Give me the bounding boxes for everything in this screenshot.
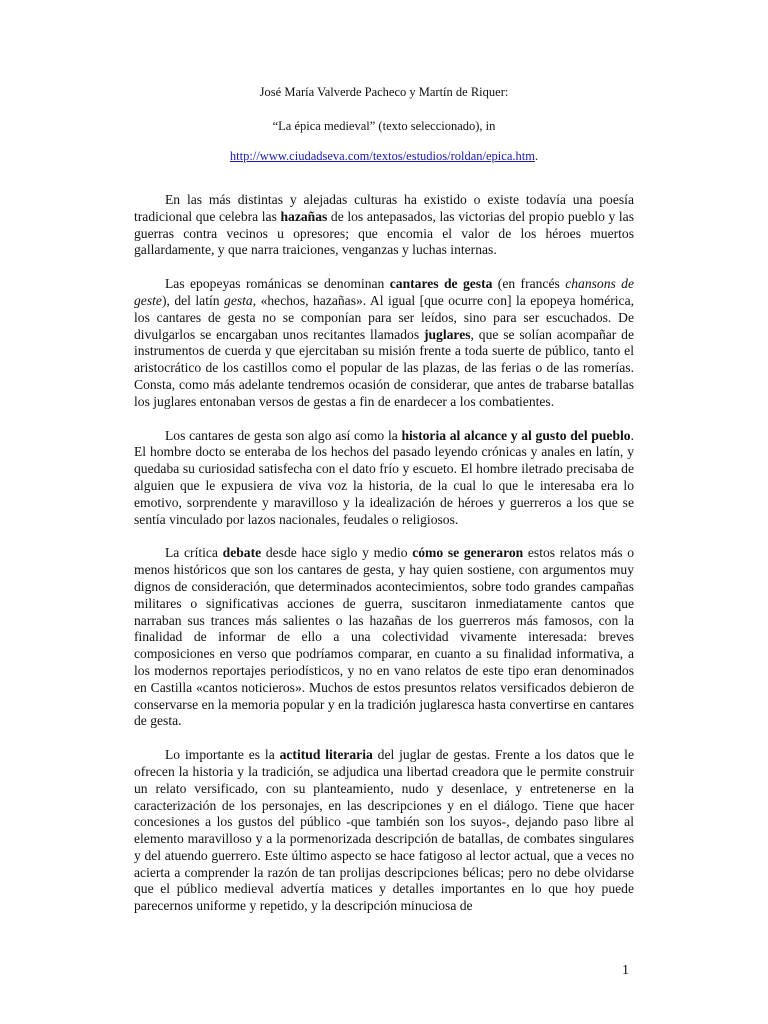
text-run: (en francés bbox=[492, 276, 566, 292]
italic-term: gesta bbox=[224, 292, 253, 308]
bold-term: hazañas bbox=[280, 208, 328, 224]
header-url-line bbox=[0, 148, 768, 164]
text-run: , «hechos, hazañas». Al igual [que ocurre con] la epopeya homérica, los cantares de gesta no se componían para ser leídos, sino para ser escuchados. De divulgarlos se encargaban unos recitantes llamados bbox=[134, 292, 634, 342]
page-number: 1 bbox=[622, 963, 629, 978]
text-run: . El hombre docto se enteraba de los hechos del pasado leyendo crónicas y anales en latín, y quedaba su curiosidad satisfecha con el dato frío y escueto. El hombre iletrado precisaba de alguien que le expusiera de viva voz la historia, de la cual lo que le interesaba era lo emotivo, sorprendente y maravilloso y la idealización de héroes y guerreros a los que se sentía vinculado por lazos nacionales, feudales o religiosos. bbox=[134, 427, 635, 527]
paragraph-3 bbox=[134, 428, 634, 529]
paragraph-5 bbox=[134, 747, 634, 915]
header-authors: José María Valverde Pacheco y Martín de Riquer: bbox=[259, 85, 509, 99]
bold-term: cómo se generaron bbox=[412, 545, 524, 561]
source-link[interactable]: http://www.ciudadseva.com/textos/estudios/roldan/epica.htm bbox=[229, 149, 535, 163]
text-run: La crítica bbox=[165, 545, 223, 561]
text-run: Lo importante es la bbox=[165, 747, 280, 763]
paragraph-1 bbox=[134, 192, 634, 259]
text-run: de los antepasados, las victorias del propio pueblo y las guerras contra vecinos u opresores; que encomia el valor de los héroes muertos gallardamente, y que narra traiciones, venganzas y luchas internas. bbox=[134, 208, 634, 258]
header-source: “La épica medieval” (texto seleccionado), in bbox=[272, 119, 496, 133]
text-run: En las más distintas y alejadas culturas ha existido o existe todavía una poesía tradicional que celebra las bbox=[134, 192, 634, 224]
text-run: ), del latín bbox=[161, 292, 225, 308]
bold-term: actitud literaria bbox=[279, 747, 373, 763]
text-run: del juglar de gestas. Frente a los datos que le ofrecen la historia y la tradición, se adjudica una libertad creadora que le permite construir un relato versificado, con su planteamiento, nudo y desenlace, y entretenerse en la caracterización de los personajes, en las descripciones y en el diálogo. Tiene que hacer concesiones a los gustos del público -que también son los suyos-, dejando paso libre al elemento maravilloso y a la pormenorizada descripción de batallas, de combates singulares y del atuendo guerrero. Este último aspecto se hace fatigoso al lector actual, que a veces no acierta a comprender la razón de tan prolijas descripciones bélicas; pero no debe olvidarse que el público medieval advertía matices y detalles importantes en lo que hoy puede parecernos uniforme y repetido, y la descripción minuciosa de bbox=[134, 747, 634, 914]
bold-term: juglares bbox=[423, 326, 471, 342]
paragraph-4 bbox=[134, 545, 634, 730]
text-run: estos relatos más o menos históricos que son los cantares de gesta, y hay quien sostiene, con argumentos muy dignos de consideración, que determinados acontecimientos, sobre todo grandes campañas militares o significativas acciones de guerra, suscitaron inmediatamente cantos que narraban sus trances más salientes o las hazañas de los guerreros más famosos, con la finalidad de informar de ello a una colectividad vivamente interesada: breves composiciones en verso que podríamos comparar, en cuanto a su finalidad informativa, a los modernos reportajes periodísticos, y no en vano relatos de este tipo eran denominados en Castilla «cantos noticieros». Muchos de estos presuntos relatos versificados debieron de conservarse en la memoria popular y en la tradición juglaresca hasta convertirse en cantares de gesta. bbox=[134, 545, 635, 729]
url-suffix: . bbox=[534, 149, 539, 163]
paragraph-2 bbox=[134, 276, 634, 410]
text-run: Los cantares de gesta son algo así como la bbox=[165, 427, 402, 443]
text-run: desde hace siglo y medio bbox=[261, 545, 413, 561]
bold-term: historia al alcance y al gusto del pueblo bbox=[401, 427, 631, 443]
bold-term: debate bbox=[222, 545, 262, 561]
document-body bbox=[134, 192, 634, 915]
text-run: Las epopeyas románicas se denominan bbox=[165, 276, 390, 292]
bold-term: cantares de gesta bbox=[389, 276, 493, 292]
italic-term: chansons de geste bbox=[134, 276, 635, 308]
text-run: , que se solían acompañar de instrumentos de cuerda y que ejercitaban su misión frente a toda suerte de público, tanto el aristocrático de los castillos como el popular de las plazas, de las ferias o de las romerías. Consta, como más adelante tendremos ocasión de considerar, que antes de trabarse batallas los juglares entonaban versos de gestas a fin de enardecer a los combatientes. bbox=[134, 326, 634, 409]
